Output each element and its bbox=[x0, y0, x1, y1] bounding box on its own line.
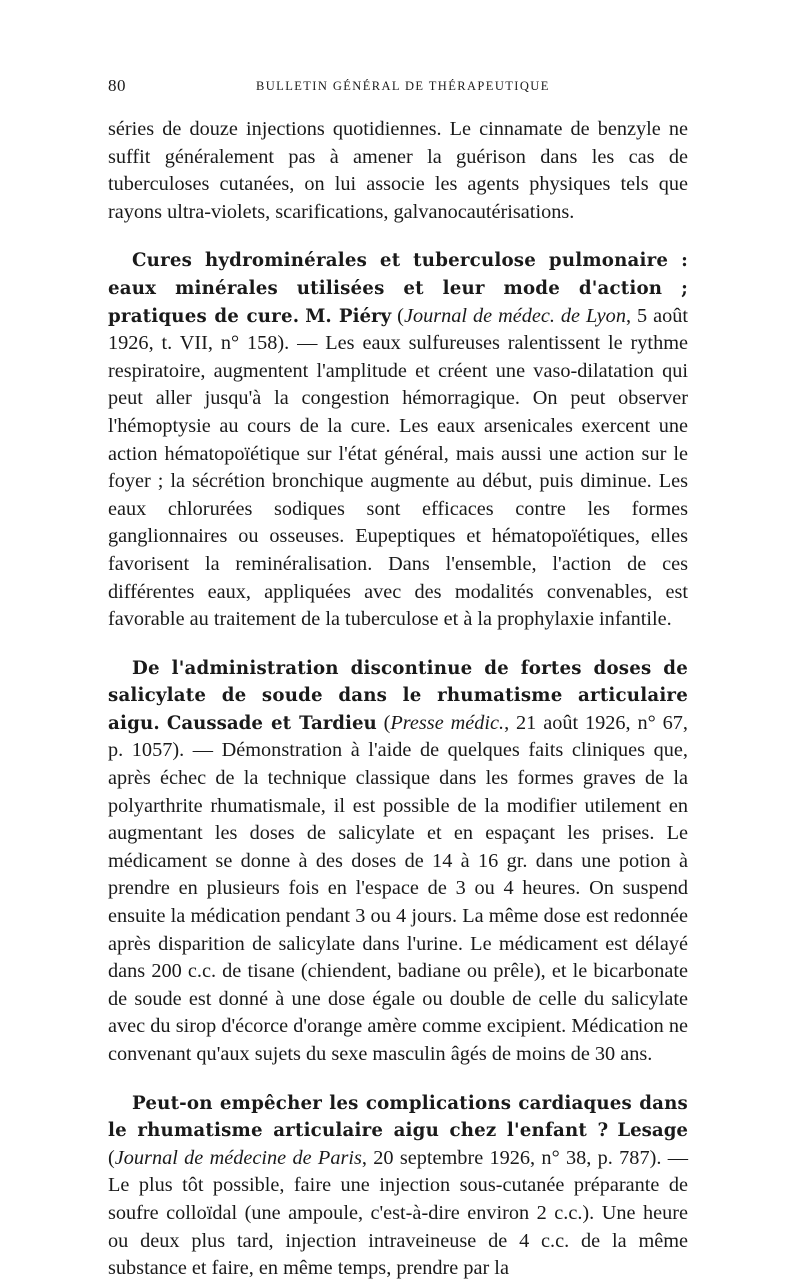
article-text: Les eaux sulfureuses ralentissent le rythme respiratoire, augmentent l'amplitude et créent une vaso-dilatation qui peut aller jusqu'à la congestion hémorragique. On peut observer l'hémoptysie au cours de la cure. Les eaux arsenicales exercent une action hématopoïétique sur l'état général, mais aussi une action sur le foyer ; la sécrétion bronchique augmente au début, puis diminue. Les eaux chlorurées sodiques sont efficaces contre les formes ganglionnaires ou osseuses. Eupeptiques et hématopoïétiques, elles favorisent la reminéralisation. Dans l'ensemble, l'action de ces différentes eaux, appliquées avec des modalités convenables, est favorable au traitement de la tuberculose et à la prophylaxie infantile. bbox=[108, 332, 688, 631]
article-title: Peut-on empêcher les complications cardiaques dans le rhumatisme articulaire aigu chez l'enfant ? bbox=[108, 1092, 688, 1142]
article-text: Démonstration à l'aide de quelques faits cliniques que, après échec de la technique classique dans les formes graves de la polyarthrite rhumatismale, il est possible de la modifier utilement en augmentant les doses de salicylate et en espaçant les prises. Le médicament se donne à des doses de 14 à 16 gr. dans une potion à prendre en plusieurs fois en l'espace de 3 ou 4 heures. On suspend ensuite la médication pendant 3 ou 4 jours. La même dose est redonnée après disparition de salicylate dans l'urine. Le médicament est délayé dans 200 c.c. de tisane (chiendent, badiane ou prêle), et le bicarbonate de soude est donné à une dose égale ou double de celle du salicylate avec du sirop d'écorce d'orange amère comme excipient. Médication ne convenant qu'aux sujets du sexe masculin âgés de moins de 30 ans. bbox=[108, 739, 688, 1065]
article-author: Caussade et Tardieu bbox=[166, 712, 377, 734]
article-author: M. Piéry bbox=[305, 305, 392, 327]
article-journal: Presse médic. bbox=[390, 711, 505, 734]
article-citation: , 5 août 1926, t. VII, n° 158). — bbox=[108, 304, 689, 355]
article-citation: , 20 septembre 1926, n° 38, p. 787). — bbox=[361, 1146, 688, 1169]
article-complications-cardiaques: Peut-on empêcher les complications cardiaques dans le rhumatisme articulaire aigu chez l'enfant ? Lesage (Journal de médecine de Paris, 20 septembre 1926, n° 38, p. 787). — Le plus tôt possible, faire une injection sous-cutanée préparante de soufre colloïdal (une ampoule, c'est-à-dire environ 2 c.c.). Une heure ou deux plus tard, injection intraveineuse de 4 c.c. de la même substance et faire, en même temps, prendre par la bbox=[108, 1092, 688, 1280]
page-header bbox=[108, 76, 690, 100]
article-title: De l'administration discontinue de fortes doses de salicylate de soude dans le rhumatisme articulaire aigu. bbox=[108, 657, 688, 734]
page-number: 80 bbox=[108, 76, 126, 95]
article-journal: Journal de médec. de Lyon bbox=[403, 304, 626, 327]
article-author: Lesage bbox=[617, 1120, 688, 1142]
body-text bbox=[108, 116, 688, 1283]
article-title: Cures hydrominérales et tuberculose pulmonaire : eaux minérales utilisées et leur mode d'action ; pratiques de cure. bbox=[108, 250, 688, 327]
article-journal: Journal de médecine de Paris bbox=[114, 1146, 362, 1169]
article-cures-hydrominerales: Cures hydrominérales et tuberculose pulmonaire : eaux minérales utilisées et leur mode d'action ; pratiques de cure. M. Piéry (Journal de médec. de Lyon, 5 août 1926, t. VII, n° 158). — Les eaux sulfureuses ralentissent le rythme respiratoire, augmentent l'amplitude et créent une vaso-dilatation qui peut aller jusqu'à la congestion hémorragique. On peut observer l'hémoptysie au cours de la cure. Les eaux arsenicales exercent une action hématopoïétique sur l'état général, mais aussi une action sur le foyer ; la sécrétion bronchique augmente au début, puis diminue. Les eaux chlorurées sodiques sont efficaces contre les formes ganglionnaires ou osseuses. Eupeptiques et hématopoïétiques, elles favorisent la reminéralisation. Dans l'ensemble, l'action de ces différentes eaux, appliquées avec des modalités convenables, est favorable au traitement de la tuberculose et à la prophylaxie infantile. bbox=[108, 250, 689, 631]
continuation-paragraph bbox=[108, 116, 688, 226]
article-salicylate-de-soude: De l'administration discontinue de fortes doses de salicylate de soude dans le rhumatisme articulaire aigu. Caussade et Tardieu (Presse médic., 21 août 1926, n° 67, p. 1057). — Démonstration à l'aide de quelques faits cliniques que, après échec de la technique classique dans les formes graves de la polyarthrite rhumatismale, il est possible de la modifier utilement en augmentant les doses de salicylate et en espaçant les prises. Le médicament se donne à des doses de 14 à 16 gr. dans une potion à prendre en plusieurs fois en l'espace de 3 ou 4 heures. On suspend ensuite la médication pendant 3 ou 4 jours. La même dose est redonnée après disparition de salicylate dans l'urine. Le médicament est délayé dans 200 c.c. de tisane (chiendent, badiane ou prêle), et le bicarbonate de soude est donné à une dose égale ou double de celle du salicylate avec du sirop d'écorce d'orange amère comme excipient. Médication ne convenant qu'aux sujets du sexe masculin âgés de moins de 30 ans. bbox=[108, 657, 688, 1065]
article-citation: , 21 août 1926, n° 67, p. 1057). — bbox=[108, 711, 688, 762]
running-head: BULLETIN GÉNÉRAL DE THÉRAPEUTIQUE bbox=[256, 79, 550, 93]
article-text: Le plus tôt possible, faire une injection sous-cutanée préparante de soufre colloïdal (une ampoule, c'est-à-dire environ 2 c.c.). Une heure ou deux plus tard, injection intraveineuse de 4 c.c. de la même substance et faire, en même temps, prendre par la bbox=[108, 1174, 688, 1280]
continuation-text: séries de douze injections quotidiennes. Le cinnamate de benzyle ne suffit généralement pas à amener la guérison dans les cas de tuberculoses cutanées, on lui associe les agents physiques tels que rayons ultra-violets, scarifications, galvanocautérisations. bbox=[108, 118, 688, 223]
